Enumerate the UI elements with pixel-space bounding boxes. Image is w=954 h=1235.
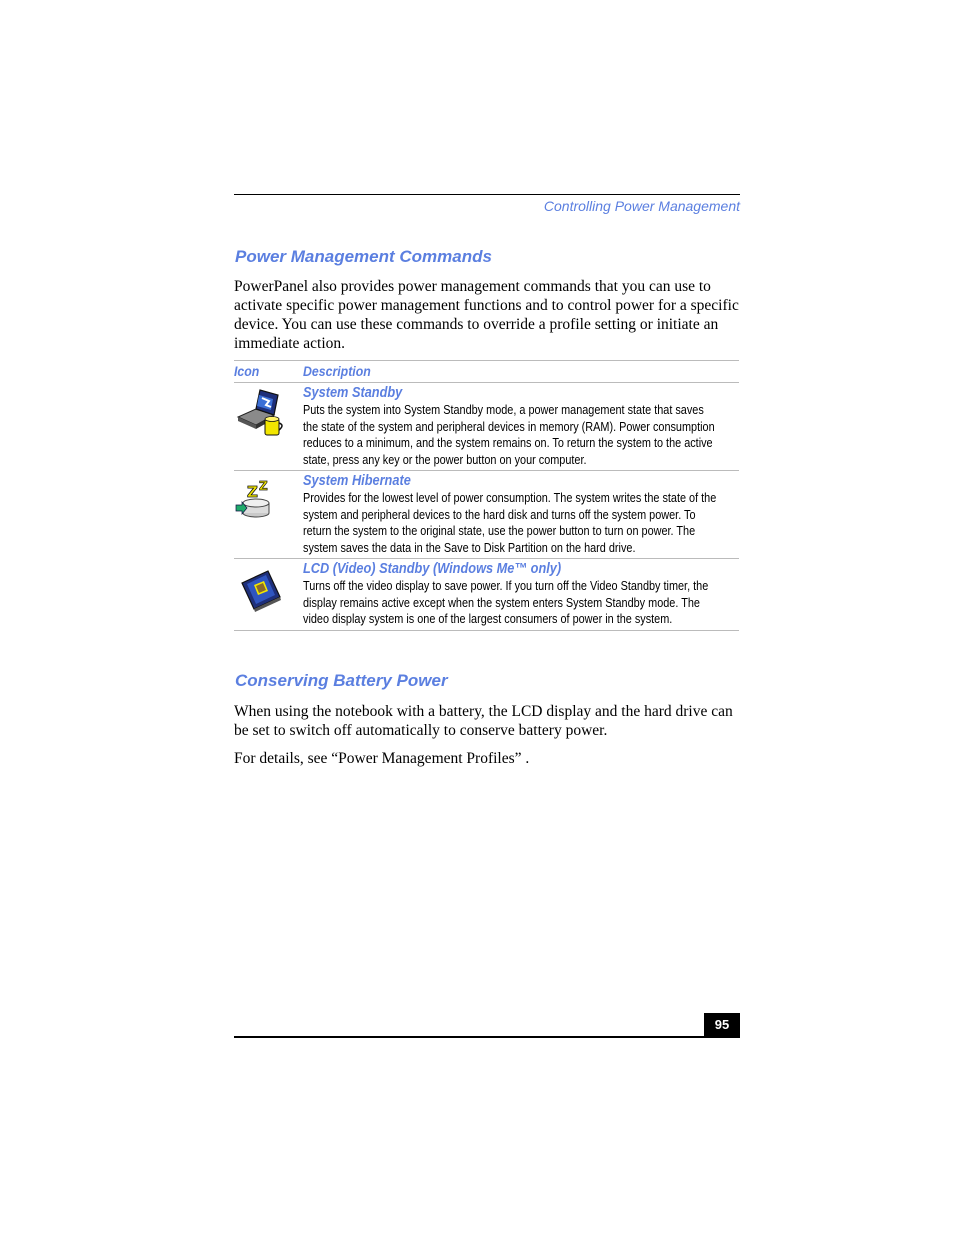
intro-paragraph: PowerPanel also provides power management commands that you can use to activate specific power management functions and to control power for a specific device. You can use these commands to override a profile setting or initiate an immediate action. (234, 278, 739, 352)
laptop-coffee-icon (234, 387, 290, 443)
column-header-description: Description (303, 363, 371, 379)
footer-rule (234, 1036, 740, 1038)
svg-text:Z: Z (259, 479, 268, 493)
section-heading-conserving-battery-power: Conserving Battery Power (235, 671, 448, 690)
hibernate-disk-icon (234, 475, 290, 531)
row-description: Puts the system into System Standby mode, a power management state that saves the state of the system and peripheral devices in memory (RAM). Power consumption reduces to a minimum, and the system remains on. To return the system to the active state, press any key or the power button on your computer. (303, 403, 715, 467)
row-description: Provides for the lowest level of power consumption. The system writes the state of the system and peripheral devices to the hard disk and turns off the system power. To return the system to the original state, use the power button to turn on power. The system saves the data in the Save to Disk Partition on the hard drive. (303, 491, 717, 555)
battery-paragraph: When using the notebook with a battery, the LCD display and the hard drive can be set to switch off automatically to conserve battery power. (234, 703, 733, 739)
commands-table (234, 360, 739, 631)
row-title: System Standby (303, 385, 403, 401)
table-header-row (234, 361, 739, 383)
header-rule (234, 194, 740, 195)
table-row (234, 383, 739, 471)
running-header: Controlling Power Management (543, 198, 740, 214)
svg-text:Z: Z (247, 483, 258, 501)
details-paragraph: For details, see “Power Management Profiles” . (234, 750, 530, 767)
row-title: System Hibernate (303, 473, 411, 489)
row-description: Turns off the video display to save power. If you turn off the Video Standby timer, the display remains active except when the system enters System Standby mode. The video display system is one of the largest consumers of power in the system. (303, 579, 709, 626)
lcd-standby-icon (234, 563, 290, 619)
table-row (234, 471, 739, 559)
column-header-icon: Icon (234, 363, 260, 379)
section-heading-power-management-commands: Power Management Commands (235, 247, 492, 266)
row-title: LCD (Video) Standby (Windows Me™ only) (303, 561, 562, 577)
table-row (234, 559, 739, 631)
page-number: 95 (704, 1013, 740, 1037)
